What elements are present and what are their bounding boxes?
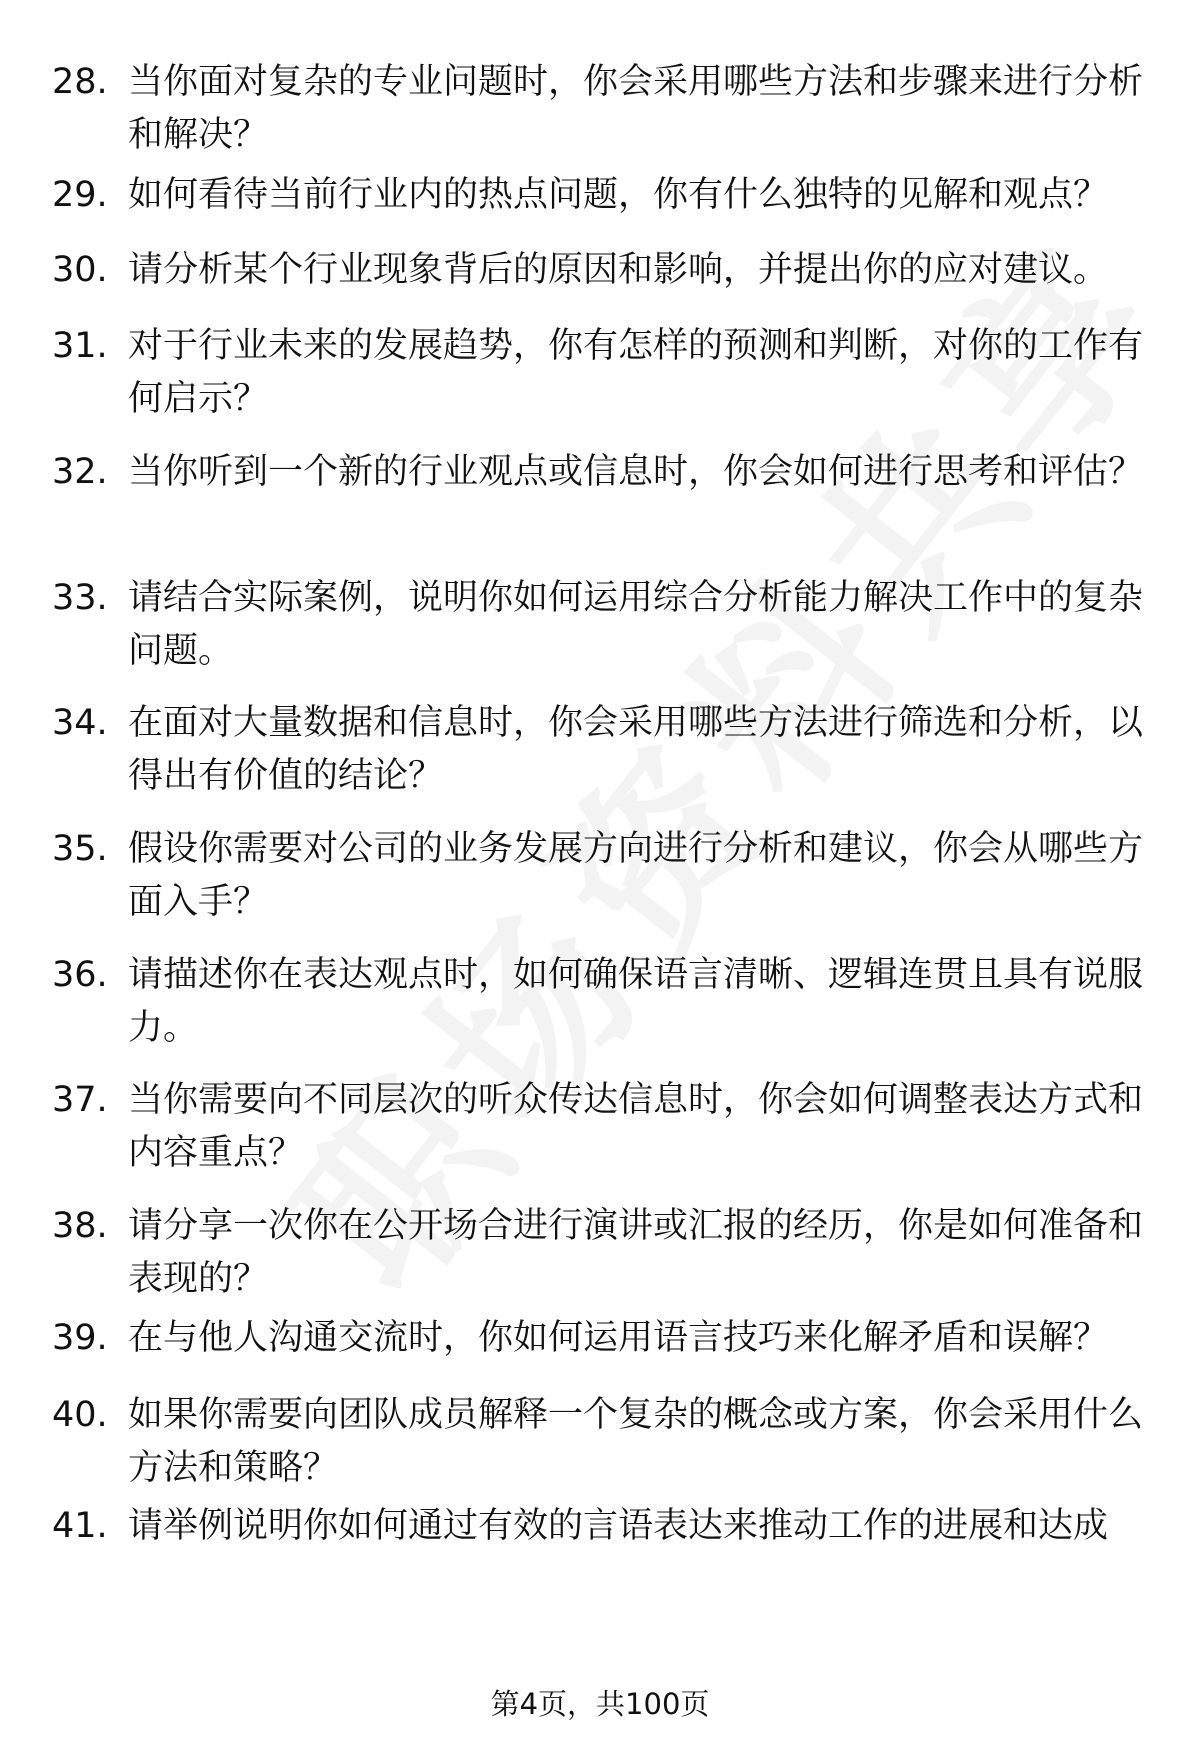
question-item [52,446,1162,499]
question-text: 在面对大量数据和信息时，你会采用哪些方法进行筛选和分析，以得出有价值的结论？ [128,703,1144,796]
question-item [52,169,1162,222]
question-number: 36. [52,955,108,995]
question-number: 32. [52,452,108,492]
question-item [52,1200,1162,1306]
question-item [52,244,1162,297]
question-item [52,949,1162,1055]
question-number: 41. [52,1506,108,1546]
question-number: 34. [52,703,108,743]
question-item [52,320,1162,426]
question-item [52,697,1162,803]
question-text: 如何看待当前行业内的热点问题，你有什么独特的见解和观点？ [128,175,1109,215]
question-number: 38. [52,1206,108,1246]
question-text: 如果你需要向团队成员解释一个复杂的概念或方案，你会采用什么方法和策略？ [128,1395,1144,1488]
question-number: 40. [52,1395,108,1435]
question-text: 当你听到一个新的行业观点或信息时，你会如何进行思考和评估？ [128,452,1144,492]
question-text: 对于行业未来的发展趋势，你有怎样的预测和判断，对你的工作有何启示？ [128,326,1144,419]
question-number: 29. [52,175,108,215]
question-text: 请分享一次你在公开场合进行演讲或汇报的经历，你是如何准备和表现的？ [128,1206,1144,1299]
question-item [52,1312,1162,1365]
question-text: 请举例说明你如何通过有效的言语表达来推动工作的进展和达成 [128,1506,1109,1546]
question-number: 28. [52,62,108,102]
question-item [52,1074,1162,1180]
question-number: 37. [52,1080,108,1120]
question-item [52,572,1162,678]
question-text: 请分析某个行业现象背后的原因和影响，并提出你的应对建议。 [128,250,1109,290]
question-text: 当你面对复杂的专业问题时，你会采用哪些方法和步骤来进行分析和解决？ [128,62,1144,155]
question-text: 请结合实际案例，说明你如何运用综合分析能力解决工作中的复杂问题。 [128,578,1144,671]
question-item [52,1389,1162,1495]
question-item [52,56,1162,162]
question-number: 35. [52,829,108,869]
page-footer: 第4页，共100页 [490,1687,710,1721]
question-item [52,823,1162,929]
question-text: 在与他人沟通交流时，你如何运用语言技巧来化解矛盾和误解？ [128,1318,1109,1358]
question-number: 33. [52,578,108,618]
question-number: 30. [52,250,108,290]
question-number: 31. [52,326,108,366]
question-text: 请描述你在表达观点时，如何确保语言清晰、逻辑连贯且具有说服力。 [128,955,1144,1048]
question-item [52,1500,1162,1553]
question-text: 假设你需要对公司的业务发展方向进行分析和建议，你会从哪些方面入手？ [128,829,1144,922]
question-text: 当你需要向不同层次的听众传达信息时，你会如何调整表达方式和内容重点？ [128,1080,1144,1173]
question-number: 39. [52,1318,108,1358]
